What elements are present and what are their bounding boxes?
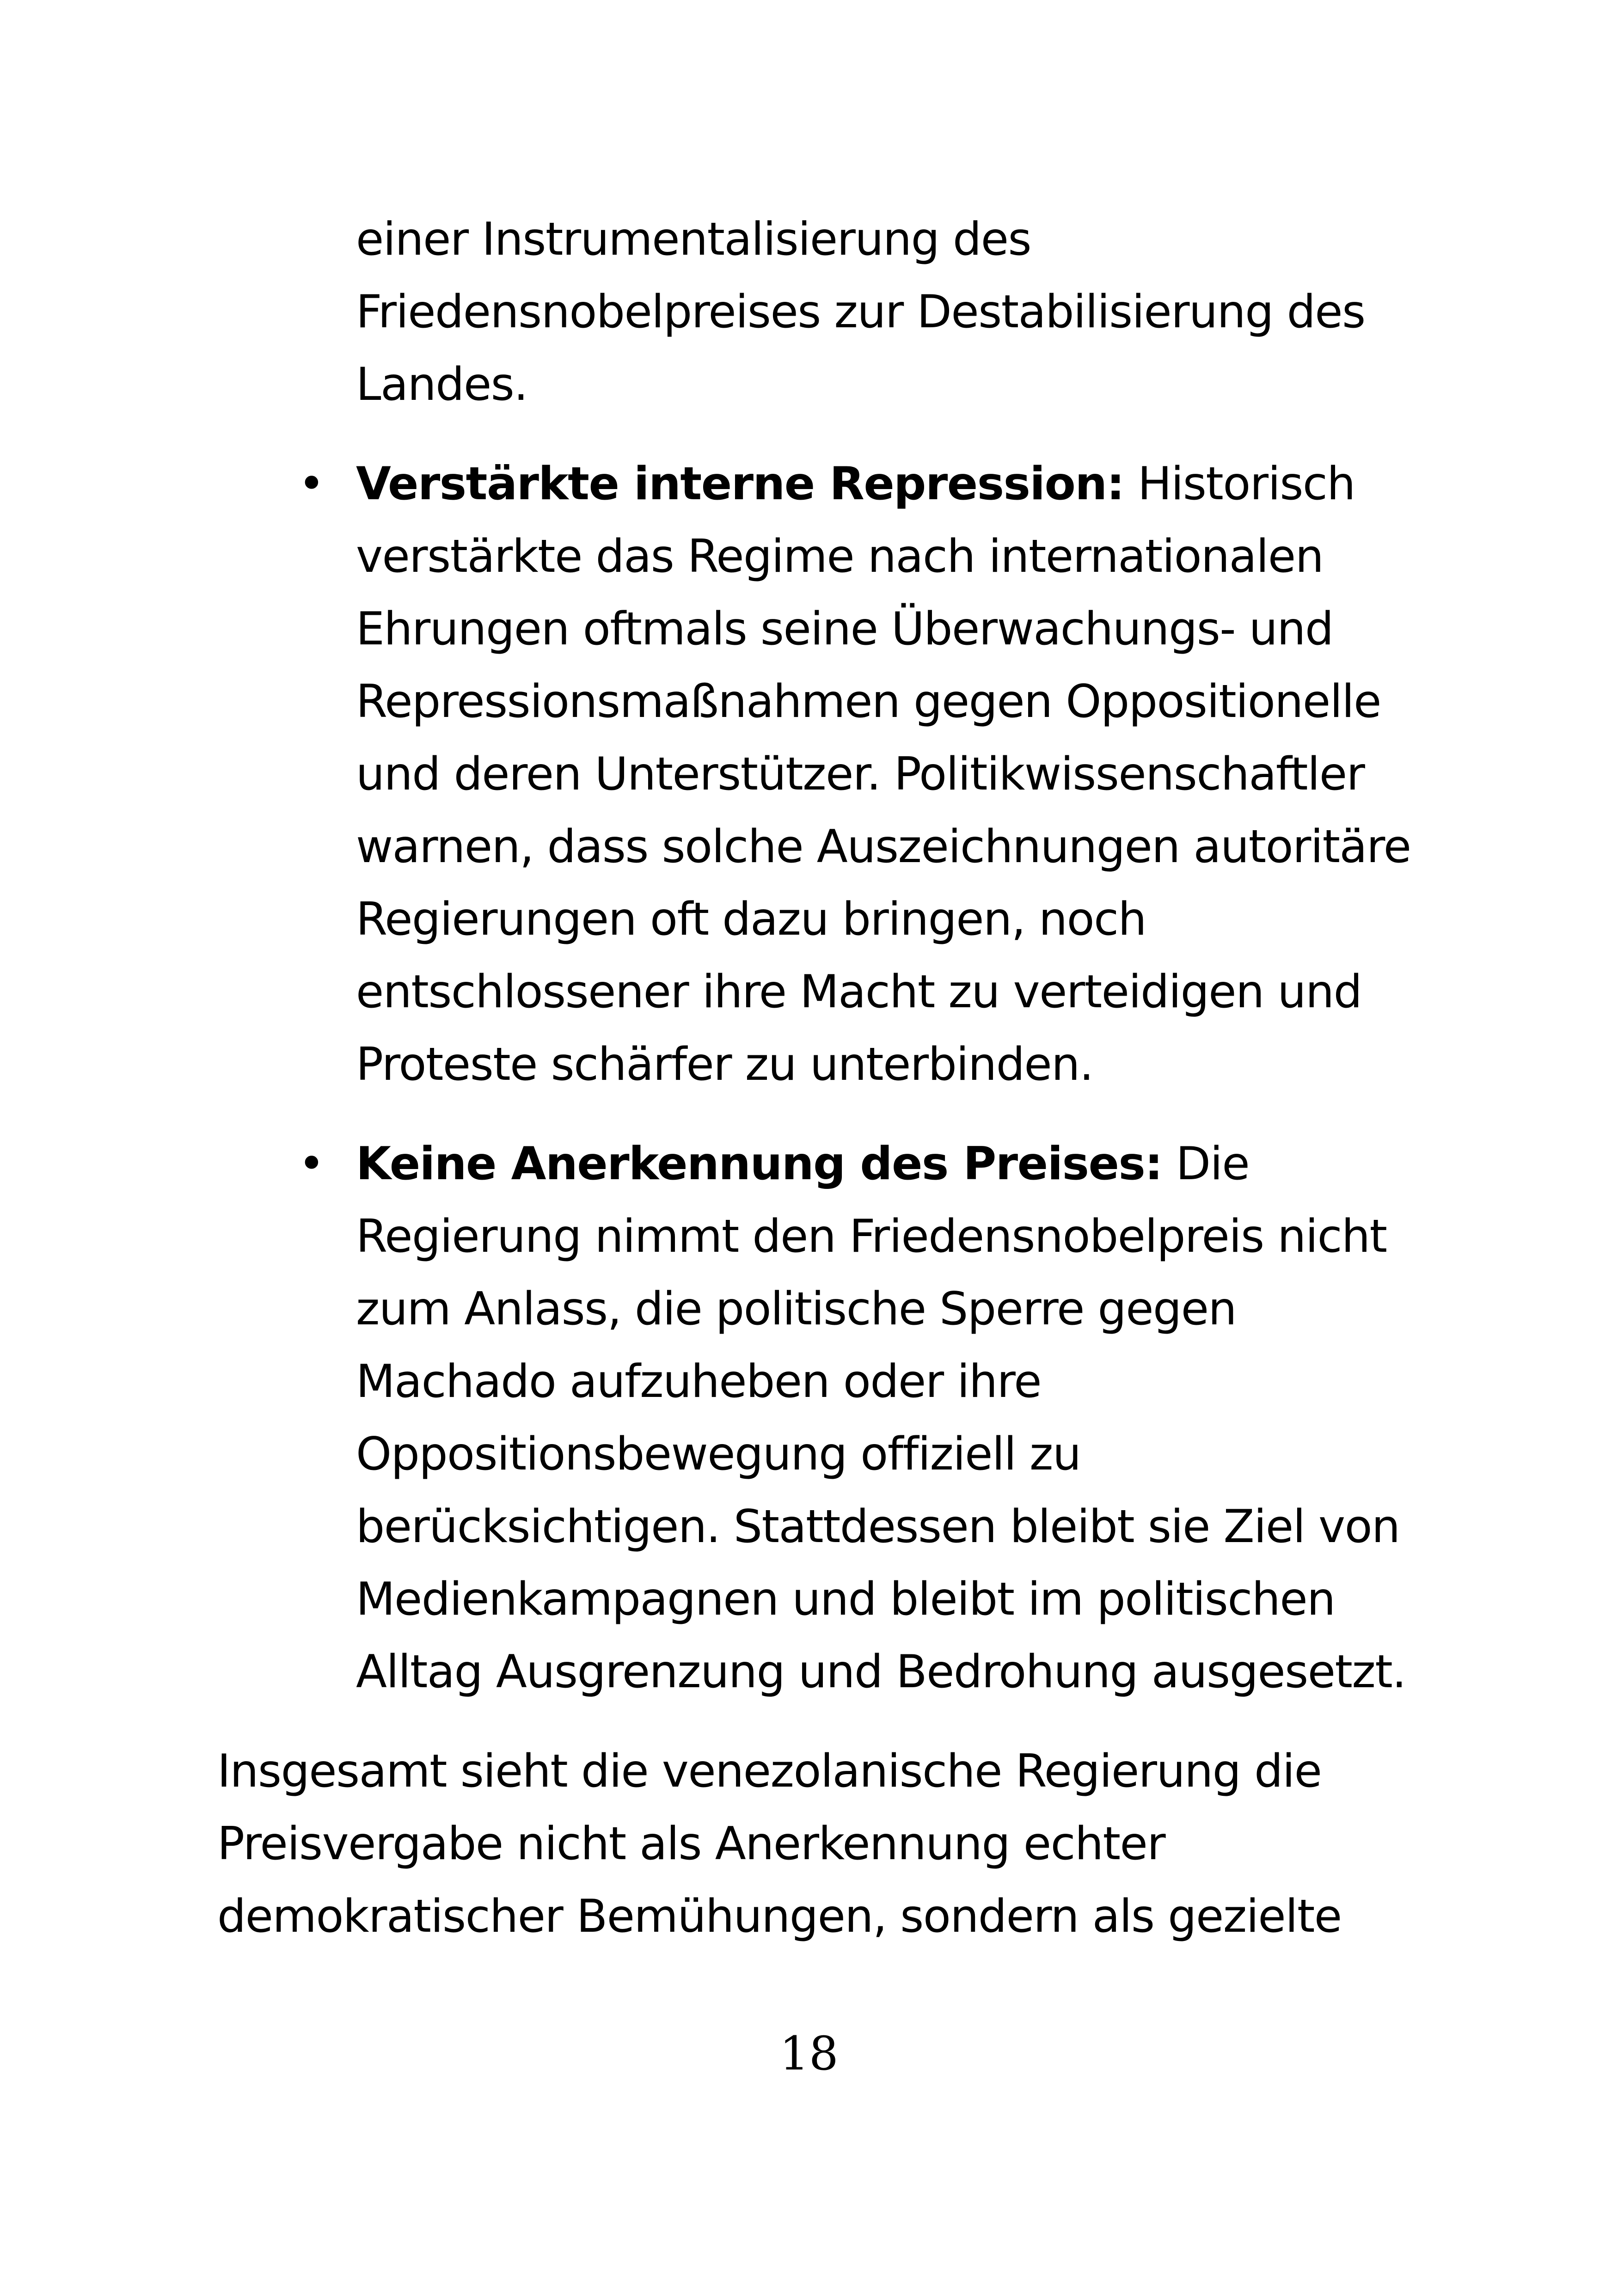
text-line: Oppositionsbewegung offiziell zu — [356, 1428, 1081, 1481]
text-line: Ehrungen oftmals seine Überwachungs- und — [356, 603, 1333, 655]
text-line: Medienkampagnen und bleibt im politischen — [356, 1573, 1335, 1626]
bullet-first-line-rest: Historisch — [1124, 458, 1355, 510]
page-number: 18 — [779, 2027, 839, 2081]
bullet-first-line — [356, 1128, 1419, 1200]
text-line: Regierungen oft dazu bringen, noch — [356, 893, 1146, 946]
text-line: einer Instrumentalisierung des — [356, 213, 1031, 266]
text-line: zum Anlass, die politische Sperre gegen — [356, 1283, 1237, 1335]
bullet-first-line — [356, 448, 1419, 520]
bullet-item-recognition — [217, 1128, 1419, 1708]
page-content — [217, 203, 1419, 1953]
text-line: demokratischer Bemühungen, sondern als gezielte — [217, 1890, 1342, 1943]
text-line: warnen, dass solche Auszeichnungen autoritäre — [356, 820, 1411, 873]
bullet-icon: • — [298, 1138, 325, 1190]
text-line: Preisvergabe nicht als Anerkennung echter — [217, 1818, 1165, 1870]
text-line: verstärkte das Regime nach internationalen — [356, 530, 1324, 583]
bullet-item-repression — [217, 448, 1419, 1101]
text-line: Friedensnobelpreises zur Destabilisierung des — [356, 286, 1365, 338]
text-line: Landes. — [356, 358, 527, 411]
bullet-first-line-rest: Die — [1162, 1138, 1250, 1190]
bullet-icon: • — [298, 458, 325, 510]
text-line: Repressionsmaßnahmen gegen Oppositionelle — [356, 675, 1381, 728]
text-line: berücksichtigen. Stattdessen bleibt sie Ziel von — [356, 1500, 1400, 1553]
continuation-text — [217, 203, 1419, 421]
text-line: Regierung nimmt den Friedensnobelpreis nicht — [356, 1210, 1387, 1263]
text-line: Alltag Ausgrenzung und Bedrohung ausgesetzt. — [356, 1646, 1406, 1698]
text-line: Insgesamt sieht die venezolanische Regierung die — [217, 1745, 1322, 1798]
text-line: entschlossener ihre Macht zu verteidigen und — [356, 966, 1362, 1018]
text-line: Machado aufzuheben oder ihre — [356, 1355, 1042, 1408]
bullet-term: Keine Anerkennung des Preises: — [356, 1138, 1162, 1190]
closing-paragraph — [217, 1735, 1419, 1953]
text-line: Proteste schärfer zu unterbinden. — [356, 1038, 1093, 1091]
bullet-term: Verstärkte interne Repression: — [356, 458, 1124, 510]
text-line: und deren Unterstützer. Politikwissenschaftler — [356, 748, 1365, 801]
